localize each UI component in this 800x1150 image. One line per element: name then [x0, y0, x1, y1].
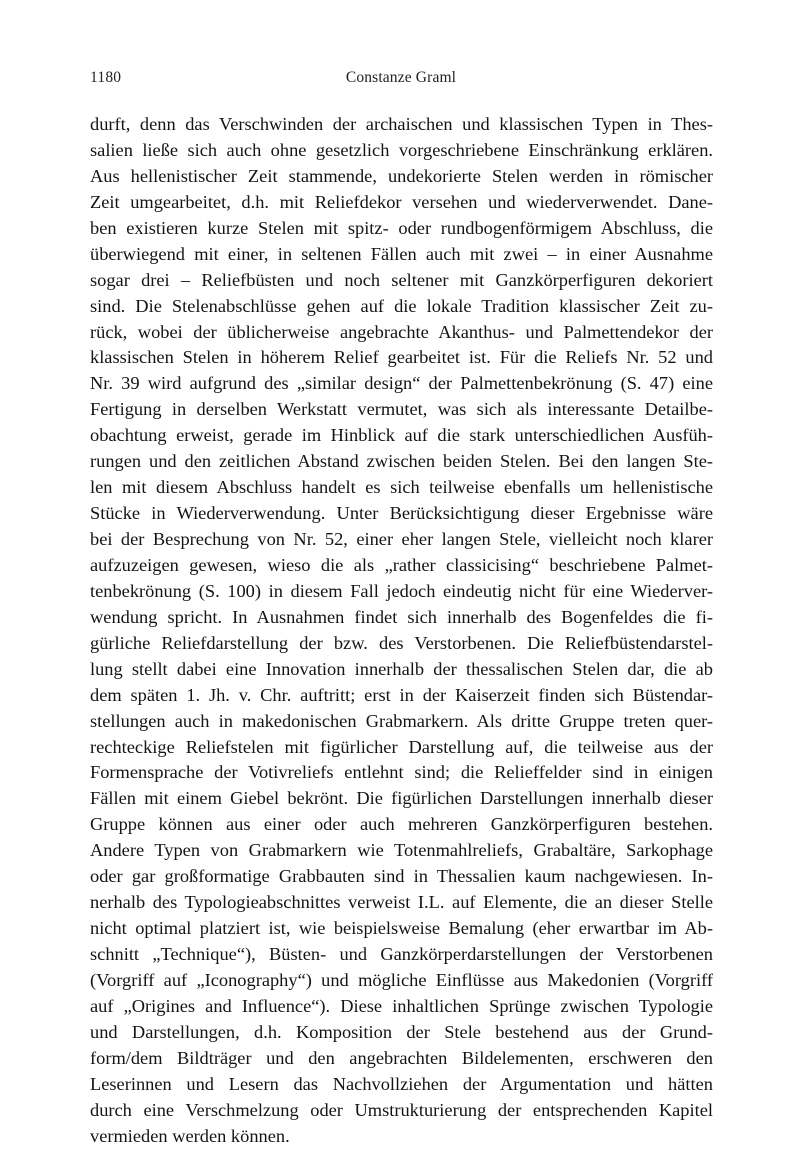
text-line: schnitt „Technique“), Büsten- und Ganzkörperdarstellungen der Verstorbenen	[90, 944, 713, 964]
text-line: aufzuzeigen gewesen, wieso die als „rather classicising“ beschriebene Palmet-	[90, 554, 713, 575]
text-line: salien ließe sich auch ohne gesetzlich vorgeschriebene Einschränkung erklären.	[90, 139, 713, 160]
text-line: bei der Besprechung von Nr. 52, einer eher langen Stele, vielleicht noch klarer	[90, 529, 713, 549]
text-line: durch eine Verschmelzung oder Umstrukturierung der entsprechenden Kapitel	[90, 1099, 713, 1120]
text-line: obachtung erweist, gerade im Hinblick auf die stark unterschiedlichen Ausfüh-	[90, 425, 713, 446]
text-line: Leserinnen und Lesern das Nachvollziehen der Argumentation und hätten	[90, 1073, 713, 1094]
running-header	[90, 68, 712, 90]
text-line: gürliche Reliefdarstellung der bzw. des Verstorbenen. Die Reliefbüstendarstel-	[90, 632, 713, 653]
text-line: Zeit umgearbeitet, d.h. mit Reliefdekor versehen und wiederverwendet. Dane-	[90, 191, 713, 212]
text-line: form/dem Bildträger und den angebrachten Bildelementen, erschweren den	[90, 1047, 713, 1068]
text-line: Fällen mit einem Giebel bekrönt. Die figürlichen Darstellungen innerhalb dieser	[90, 788, 713, 809]
text-line: nerhalb des Typologieabschnittes verweist I.L. auf Elemente, die an dieser Stelle	[90, 892, 713, 913]
text-line: sind. Die Stelenabschlüsse gehen auf die lokale Tradition klassischer Zeit zu-	[90, 295, 713, 316]
text-line: oder gar großformatige Grabbauten sind in Thessalien kaum nachgewiesen. In-	[90, 866, 713, 887]
text-line: Aus hellenistischer Zeit stammende, undekorierte Stelen werden in römischer	[90, 165, 713, 186]
text-line: vermieden werden können.	[90, 1125, 290, 1146]
text-line: auf „Origines and Influence“). Diese inhaltlichen Sprünge zwischen Typologie	[90, 995, 713, 1016]
text-line: Fertigung in derselben Werkstatt vermutet, was sich als interessante Detailbe-	[90, 399, 713, 420]
text-line: klassischen Stelen in höherem Relief gearbeitet ist. Für die Reliefs Nr. 52 und	[90, 347, 713, 368]
text-line: rungen und den zeitlichen Abstand zwischen beiden Stelen. Bei den langen Ste-	[90, 451, 713, 472]
running-head-title: Constanze Graml	[345, 69, 457, 86]
text-line: rechteckige Reliefstelen mit figürlicher Darstellung auf, die teilweise aus der	[90, 736, 713, 757]
text-line: durft, denn das Verschwinden der archaischen und klassischen Typen in Thes-	[90, 114, 713, 134]
text-line: Nr. 39 wird aufgrund des „similar design“ der Palmettenbekrönung (S. 47) eine	[90, 373, 713, 394]
text-line: wendung spricht. In Ausnahmen findet sich innerhalb des Bogenfeldes die fi-	[90, 606, 713, 627]
text-line: sogar drei – Reliefbüsten und noch seltener mit Ganzkörperfiguren dekoriert	[90, 269, 713, 290]
text-line: tenbekrönung (S. 100) in diesem Fall jedoch eindeutig nicht für eine Wiederver-	[90, 580, 713, 601]
text-line: dem späten 1. Jh. v. Chr. auftritt; erst in der Kaiserzeit finden sich Büstendar-	[90, 684, 713, 705]
text-line: überwiegend mit einer, in seltenen Fällen auch mit zwei – in einer Ausnahme	[90, 243, 713, 264]
body-text-block	[90, 112, 713, 1150]
text-line: Stücke in Wiederverwendung. Unter Berücksichtigung dieser Ergebnisse wäre	[90, 503, 713, 524]
text-line: Formensprache der Votivreliefs entlehnt sind; die Relieffelder sind in einigen	[90, 762, 713, 783]
text-line: stellungen auch in makedonischen Grabmarkern. Als dritte Gruppe treten quer-	[90, 710, 713, 731]
text-line: len mit diesem Abschluss handelt es sich teilweise ebenfalls um hellenistische	[90, 477, 713, 498]
text-line: ben existieren kurze Stelen mit spitz- oder rundbogenförmigem Abschluss, die	[90, 217, 713, 238]
text-line: Gruppe können aus einer oder auch mehreren Ganzkörperfiguren bestehen.	[90, 814, 713, 835]
text-line: lung stellt dabei eine Innovation innerhalb der thessalischen Stelen dar, die ab	[90, 658, 713, 679]
page-number: 1180	[90, 69, 122, 86]
text-line: (Vorgriff auf „Iconography“) und mögliche Einflüsse aus Makedonien (Vorgriff	[90, 969, 713, 990]
text-line: rück, wobei der üblicherweise angebrachte Akanthus- und Palmettendekor der	[90, 321, 713, 342]
text-line: Andere Typen von Grabmarkern wie Totenmahlreliefs, Grabaltäre, Sarkophage	[90, 840, 713, 861]
text-line: nicht optimal platziert ist, wie beispielsweise Bemalung (eher erwartbar im Ab-	[90, 918, 713, 939]
text-line: und Darstellungen, d.h. Komposition der Stele bestehend aus der Grund-	[90, 1021, 713, 1042]
